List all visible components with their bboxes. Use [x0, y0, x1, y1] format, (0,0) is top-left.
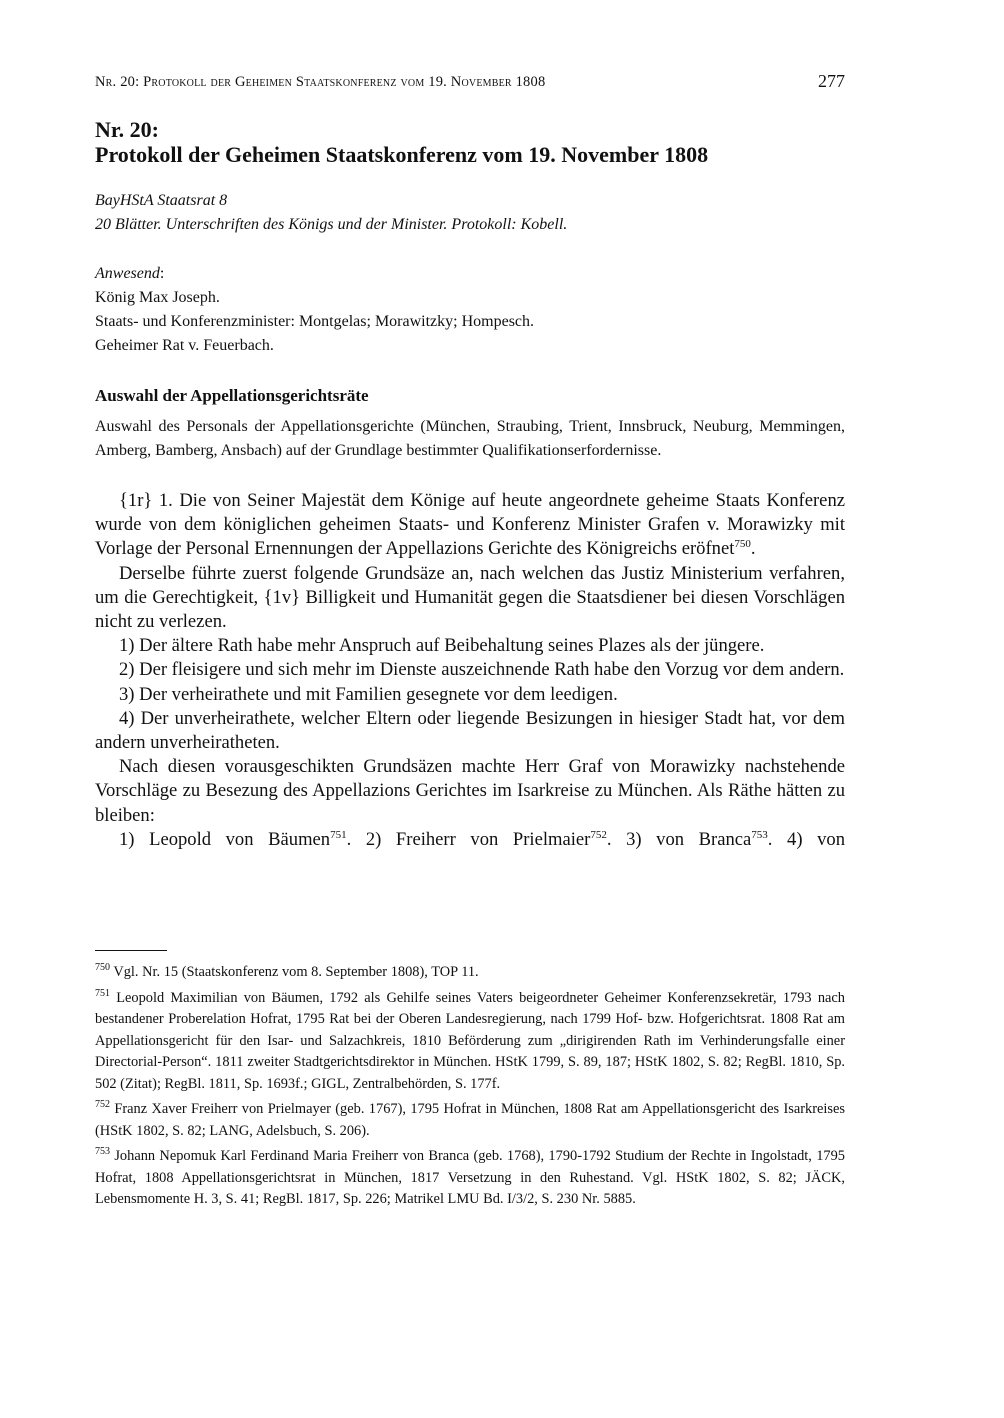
- footnote-ref[interactable]: 753: [751, 828, 768, 841]
- footnote-number: 752: [95, 1099, 110, 1111]
- source-description: 20 Blätter. Unterschriften des Königs und der Minister. Protokoll: Kobell.: [95, 216, 568, 233]
- footnote-divider: [95, 950, 167, 951]
- body-paragraph: 1) Der ältere Rath habe mehr Anspruch auf Beibehaltung seines Plazes als der jüngere.: [119, 635, 765, 657]
- footnote: $^{750}$ Vgl. Nr. 15 (Staatskonferenz vom 8. September 1808), TOP 11.: [95, 962, 479, 980]
- section-heading: Auswahl der Appellationsgerichtsräte: [95, 386, 369, 405]
- attendance-label: Anwesend: [95, 265, 160, 282]
- footnotes: [95, 962, 845, 1215]
- body-paragraph: 2) Der fleisigere und sich mehr im Dienste auszeichnende Rath habe den Vorzug vor dem andern.: [119, 659, 845, 681]
- page-number: 277: [818, 71, 845, 91]
- title-text: Protokoll der Geheimen Staatskonferenz vom 19. November 1808: [95, 142, 709, 167]
- running-head: Nr. 20: Protokoll der Geheimen Staatskonferenz vom 19. November 1808: [95, 74, 546, 90]
- attendee-line: Staats- und Konferenzminister: Montgelas; Morawitzky; Hompesch.: [95, 313, 535, 330]
- body-paragraph: 3) Der verheirathete und mit Familien gesegnete vor dem leedigen.: [119, 683, 618, 705]
- footnote-number: 751: [95, 987, 110, 999]
- attendee-line: König Max Joseph.: [95, 289, 220, 306]
- footnote: $^{752}$ Franz Xaver Freiherr von Prielmayer (geb. 1767), 1795 Hofrat in München, 1808 Rat am Appellationsgericht des Isarkreises (HStK 1802, S. 82; LANG, Adelsbuch, S. 206).: [95, 1099, 845, 1139]
- footnote-number: 753: [95, 1146, 110, 1158]
- attendee-line: Geheimer Rat v. Feuerbach.: [95, 337, 274, 354]
- footnote-ref[interactable]: 751: [330, 828, 347, 841]
- document-title: [95, 117, 855, 167]
- footnote: $^{753}$ Johann Nepomuk Karl Ferdinand Maria Freiherr von Branca (geb. 1768), 1790-1792 Studium der Rechte in Ingolstadt, 1795 Hofrat, 1808 Appellationsgerichtsrat in München, 1817 Versetzung in den Ruhestand. Vgl. HStK 1802, S. 82; JÄCK, Lebensmomente H. 3, S. 41; RegBl. 1817, Sp. 226; Matrikel LMU Bd. I/3/2, S. 230 Nr. 5885.: [95, 1146, 845, 1207]
- footnote-ref[interactable]: 750: [734, 538, 751, 551]
- body-paragraph: {1r} 1. Die von Seiner Majestät dem Könige auf heute angeordnete geheime Staats Konferenz wurde von dem königlichen geheimen Staats- und Konferenz Minister Grafen v. Morawizky mit Vorlage der Personal Ernennungen der Appellazions Gerichte des Königreichs eröfnet$^{750}$.: [95, 490, 845, 560]
- body-paragraph: 4) Der unverheirathete, welcher Eltern oder liegende Besizungen in hiesiger Stadt hat, vor dem andern unverheiratheten.: [95, 707, 845, 754]
- footnote-ref[interactable]: 752: [590, 828, 607, 841]
- section-summary: Auswahl des Personals der Appellationsgerichte (München, Straubing, Trient, Innsbruck, Neuburg, Memmingen, Amberg, Bamberg, Ansbach) auf der Grundlage bestimmter Qualifikationserfordernisse.: [95, 418, 845, 459]
- attendance-label-line: Anwesend:: [95, 265, 165, 282]
- body-paragraph: 1) Leopold von Bäumen$^{751}$. 2) Freiherr von Prielmaier$^{752}$. 3) von Branca$^{753}$. 4) von: [119, 828, 846, 850]
- footnote: $^{751}$ Leopold Maximilian von Bäumen, 1792 als Gehilfe seines Vaters beigeordneter Geheimer Konferenzsekretär, 1793 nach bestandener Proberelation Hofrat, 1795 Rat bei der Oberen Landesregierung, nach 1799 Hof- bzw. Hofgerichtsrat. 1808 Rat am Appellationsgericht für den Isar- und Salzachkreis, 1810 Beförderung zum „dirigirenden Rath im Verhinderungsfalle einer Directorial-Person“. 1811 zweiter Stadtgerichtsdirektor in München. HStK 1799, S. 89, 187; HStK 1802, S. 82; RegBl. 1810, Sp. 502 (Zitat); RegBl. 1811, Sp. 1693f.; GIGL, Zentralbehörden, S. 177f.: [95, 987, 845, 1092]
- attendance-block: [95, 262, 845, 358]
- protocol-body: [95, 489, 845, 852]
- title-number: Nr. 20:: [95, 117, 159, 142]
- source-archive: BayHStA Staatsrat 8: [95, 192, 228, 209]
- body-paragraph: Derselbe führte zuerst folgende Grundsäze an, nach welchen das Justiz Ministerium verfahren, um die Gerechtigkeit, {1v} Billigkeit und Humanität gegen die Staatsdiener bei diesen Vorschlägen nicht zu verlezen.: [95, 562, 845, 633]
- body-paragraph: Nach diesen vorausgeschikten Grundsäzen machte Herr Graf von Morawizky nachstehende Vorschläge zu Besezung des Appellazions Gerichtes im Isarkreise zu München. Als Räthe hätten zu bleiben:: [95, 756, 845, 826]
- footnote-number: 750: [95, 962, 110, 974]
